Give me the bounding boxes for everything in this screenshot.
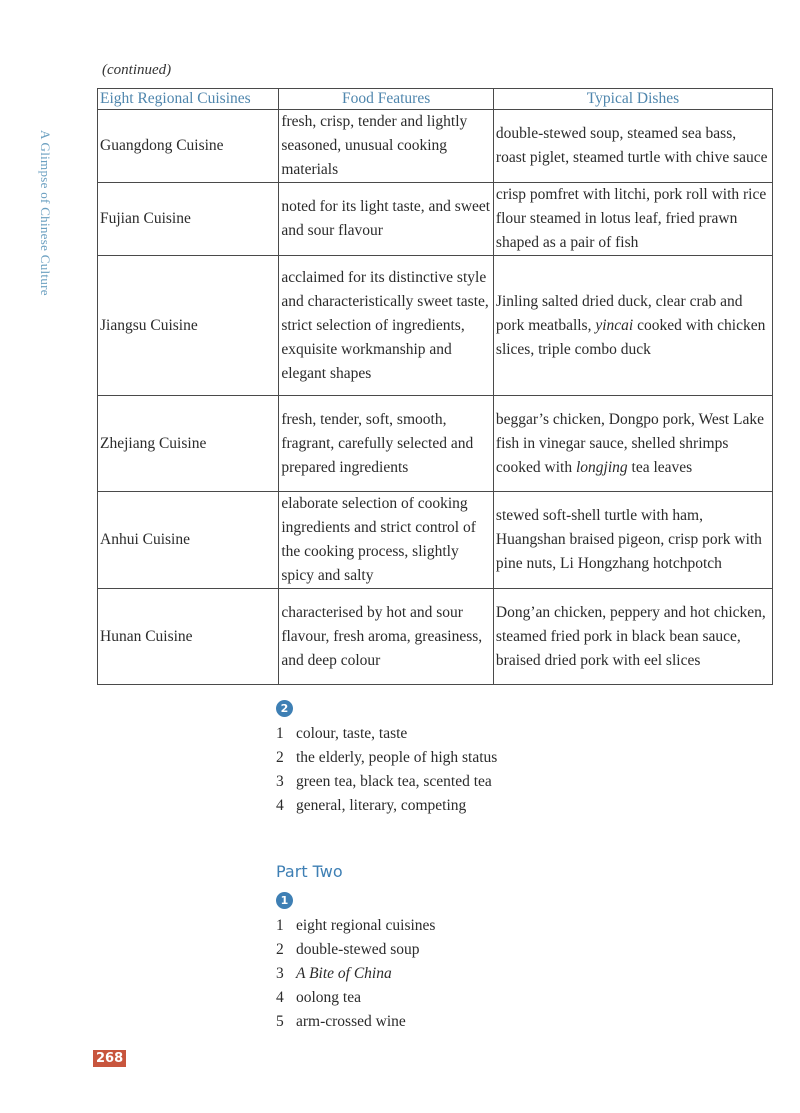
- table-row: [98, 110, 773, 183]
- item-number: 3: [276, 773, 284, 790]
- header-features: Food Features: [279, 89, 494, 110]
- typical-dishes: Dong’an chicken, peppery and hot chicken, steamed fried pork in black bean sauce, braised dried pork with eel slices: [493, 589, 772, 685]
- typical-dishes: stewed soft-shell turtle with ham, Huangshan braised pigeon, crisp pork with pine nuts, Li Hongzhang hotchpotch: [493, 492, 772, 589]
- cuisine-name: Jiangsu Cuisine: [98, 256, 279, 396]
- list-item: [276, 962, 435, 986]
- cuisine-name: Fujian Cuisine: [98, 183, 279, 256]
- table-row: [98, 183, 773, 256]
- table-row: [98, 589, 773, 685]
- list-item: [276, 1010, 435, 1034]
- list-item: [276, 746, 497, 770]
- list-item: [276, 722, 497, 746]
- item-text: A Bite of China: [296, 965, 392, 982]
- item-number: 3: [276, 965, 284, 982]
- dishes-italic-term: yincai: [595, 316, 634, 334]
- header-cuisines: Eight Regional Cuisines: [98, 89, 279, 110]
- part-two-section: [276, 860, 435, 1034]
- item-number: 1: [276, 917, 284, 934]
- list-item: [276, 986, 435, 1010]
- cuisine-name: Zhejiang Cuisine: [98, 396, 279, 492]
- typical-dishes: [493, 396, 772, 492]
- table-row: [98, 396, 773, 492]
- typical-dishes: [493, 256, 772, 396]
- dishes-text: beggar’s chicken, Dongpo pork, West Lake fish in vinegar sauce, shelled shrimps cooked with: [495, 410, 764, 476]
- cuisine-name: Anhui Cuisine: [98, 492, 279, 589]
- item-number: 2: [276, 941, 284, 958]
- item-number: 1: [276, 725, 284, 742]
- dishes-text: cooked with chicken slices, triple combo duck: [495, 316, 766, 358]
- item-text: colour, taste, taste: [296, 725, 408, 742]
- dishes-italic-term: longjing: [575, 458, 628, 476]
- continued-label: (continued): [102, 62, 172, 78]
- list-item: [276, 914, 435, 938]
- dishes-text: tea leaves: [627, 458, 693, 476]
- item-number: 4: [276, 797, 284, 814]
- cuisine-name: Hunan Cuisine: [98, 589, 279, 685]
- food-features: fresh, tender, soft, smooth, fragrant, carefully selected and prepared ingredients: [279, 396, 494, 492]
- item-number: 2: [276, 749, 284, 766]
- list-item: [276, 794, 497, 818]
- dishes-text: Jinling salted dried duck, clear crab and pork meatballs,: [495, 292, 743, 334]
- part-two-title: Part Two: [276, 862, 343, 881]
- table-row: [98, 492, 773, 589]
- side-running-title: A Glimpse of Chinese Culture: [38, 130, 53, 296]
- item-number: 4: [276, 989, 284, 1006]
- item-text: arm-crossed wine: [296, 1013, 406, 1030]
- item-text: general, literary, competing: [296, 797, 467, 814]
- typical-dishes: crisp pomfret with litchi, pork roll with rice flour steamed in lotus leaf, fried prawn shaped as a pair of fish: [493, 183, 772, 256]
- exercise-2-badge: 2: [276, 700, 293, 717]
- part-two-badge: 1: [276, 892, 293, 909]
- cuisine-table: [97, 88, 773, 685]
- item-text: the elderly, people of high status: [296, 749, 498, 766]
- food-features: acclaimed for its distinctive style and characteristically sweet taste, strict selection of ingredients, exquisite workmanship and elegant shapes: [279, 256, 494, 396]
- table-row: [98, 256, 773, 396]
- food-features: fresh, crisp, tender and lightly seasoned, unusual cooking materials: [279, 110, 494, 183]
- table-header-row: [98, 89, 773, 110]
- list-item: [276, 770, 497, 794]
- exercise-2-answers: [276, 722, 497, 818]
- page-number-badge: 268: [93, 1050, 126, 1067]
- part-two-answers: [276, 914, 435, 1034]
- exercise-2-section: [276, 696, 497, 818]
- item-number: 5: [276, 1013, 284, 1030]
- item-text: green tea, black tea, scented tea: [296, 773, 492, 790]
- food-features: characterised by hot and sour flavour, fresh aroma, greasiness, and deep colour: [279, 589, 494, 685]
- typical-dishes: double-stewed soup, steamed sea bass, roast piglet, steamed turtle with chive sauce: [493, 110, 772, 183]
- list-item: [276, 938, 435, 962]
- item-text: double-stewed soup: [296, 941, 420, 958]
- cuisine-name: Guangdong Cuisine: [98, 110, 279, 183]
- item-text: eight regional cuisines: [296, 917, 436, 934]
- food-features: elaborate selection of cooking ingredients and strict control of the cooking process, slightly spicy and salty: [279, 492, 494, 589]
- header-dishes: Typical Dishes: [493, 89, 772, 110]
- food-features: noted for its light taste, and sweet and sour flavour: [279, 183, 494, 256]
- item-text: oolong tea: [296, 989, 361, 1006]
